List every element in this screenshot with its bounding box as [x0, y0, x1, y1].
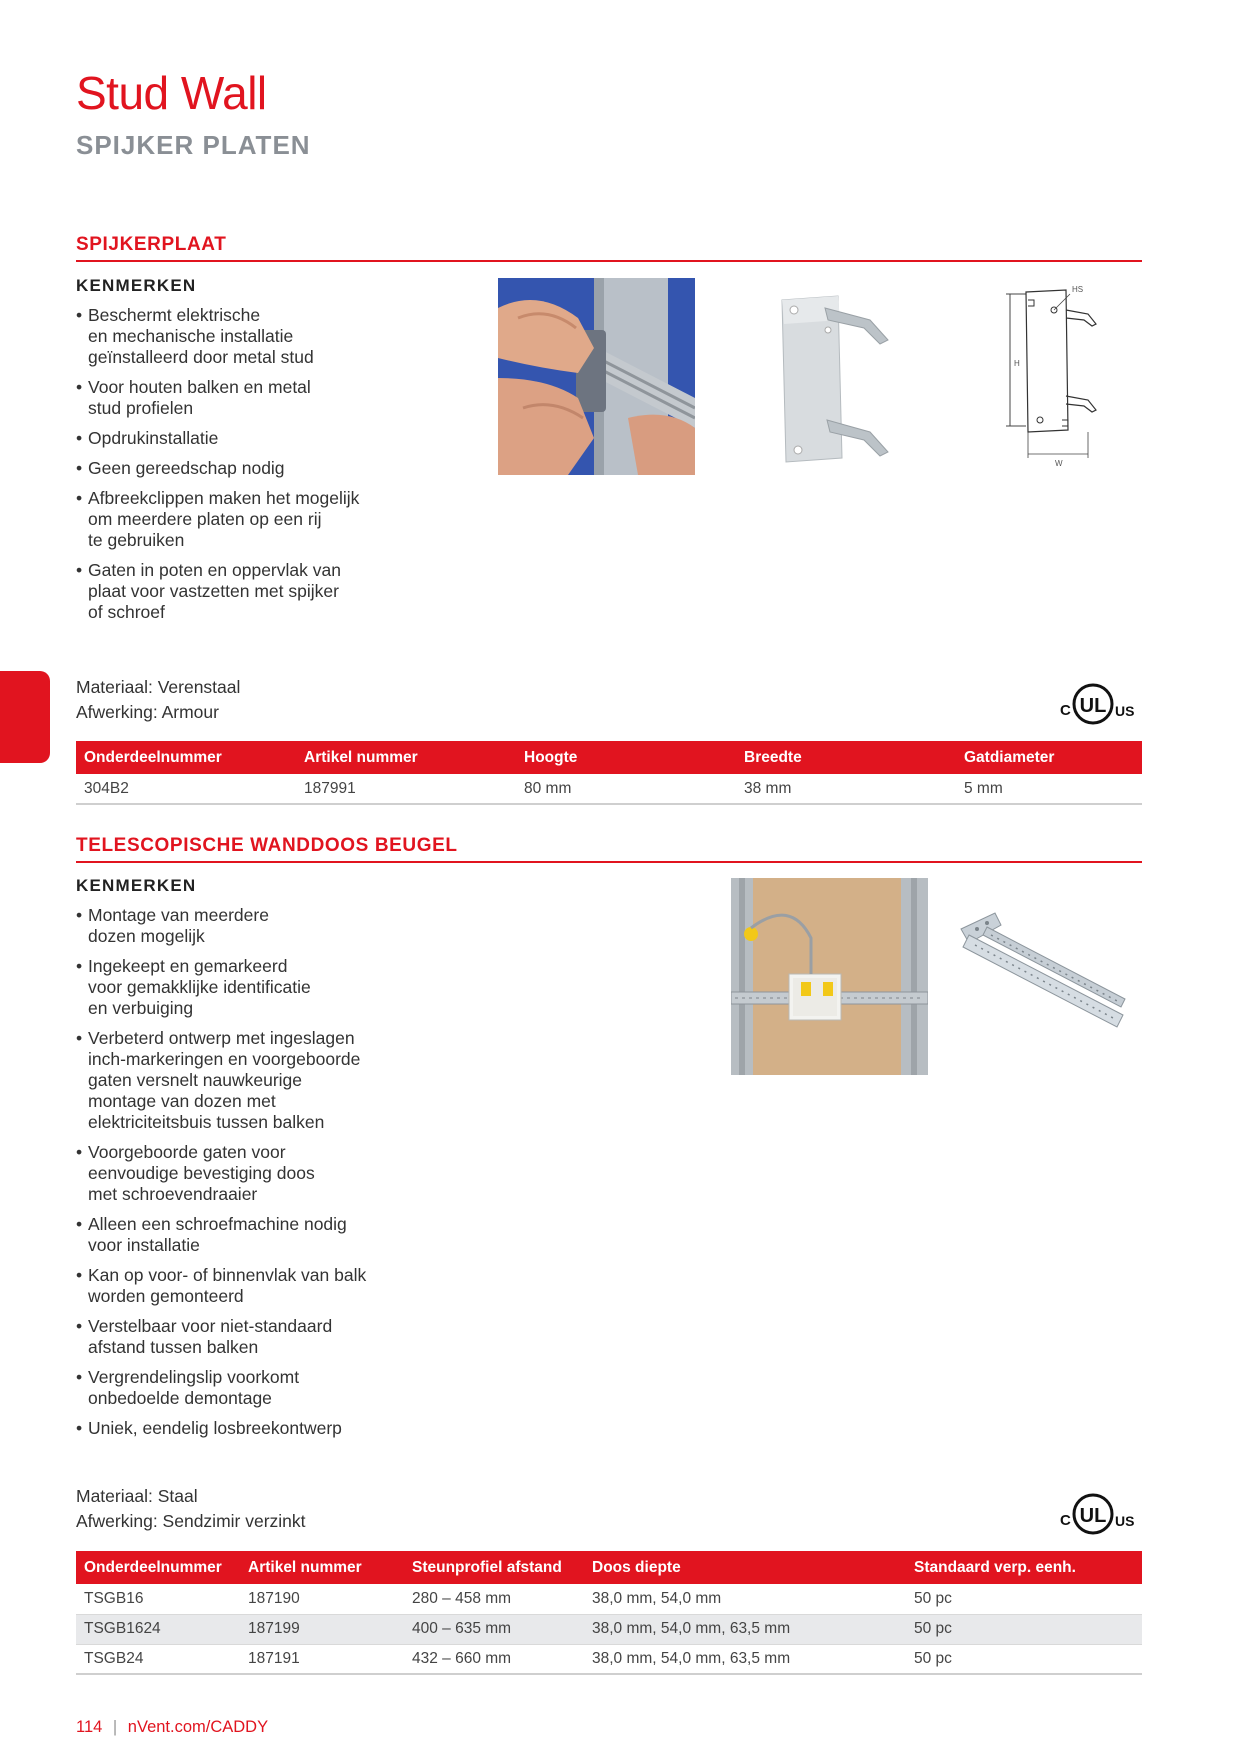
section-heading-telescopische: TELESCOPISCHE WANDDOOS BEUGEL [76, 835, 1142, 863]
column-header: Breedte [736, 741, 956, 774]
list-item: • Ingekeept en gemarkeerd voor gemakklijke identificatie en verbuiging [76, 956, 366, 1019]
table-header-row [76, 741, 1142, 774]
ul-mark-text: UL [1079, 695, 1107, 717]
column-header: Onderdeelnummer [76, 1551, 240, 1584]
table-cell: 38,0 mm, 54,0 mm [584, 1584, 906, 1614]
table-cell: 280 – 458 mm [404, 1584, 584, 1614]
list-item: • Montage van meerdere dozen mogelijk [76, 905, 366, 947]
finish-text: Afwerking: Armour [76, 702, 219, 722]
table-row [76, 774, 1142, 804]
list-item: • Kan op voor- of binnenvlak van balk worden gemonteerd [76, 1265, 366, 1307]
ul-mark-text: UL [1079, 1505, 1107, 1527]
table-cell: 50 pc [906, 1614, 1142, 1644]
ul-us-text: US [1115, 1513, 1135, 1529]
table-cell: 187191 [240, 1644, 404, 1674]
footer-site-link[interactable]: nVent.com/CADDY [127, 1718, 269, 1736]
table-cell: 50 pc [906, 1644, 1142, 1674]
table-cell: 187991 [296, 774, 516, 804]
page-subtitle: SPIJKER PLATEN [76, 130, 311, 160]
column-header: Onderdeelnummer [76, 741, 296, 774]
column-header: Steunprofiel afstand [404, 1551, 584, 1584]
table-cell: 38,0 mm, 54,0 mm, 63,5 mm [584, 1614, 906, 1644]
table-cell: 38 mm [736, 774, 956, 804]
table-cell: 432 – 660 mm [404, 1644, 584, 1674]
installation-photo [498, 278, 695, 475]
footer-separator: | [112, 1718, 118, 1736]
material-info [76, 675, 240, 725]
bracket-installation-photo [731, 878, 928, 1075]
finish-text: Afwerking: Sendzimir verzinkt [76, 1511, 306, 1531]
material-info [76, 1484, 306, 1534]
page-footer [76, 1718, 268, 1737]
table-cell: TSGB24 [76, 1644, 240, 1674]
list-item: • Alleen een schroefmachine nodig voor installatie [76, 1214, 366, 1256]
table-cell: 304B2 [76, 774, 296, 804]
column-header: Gatdiameter [956, 741, 1142, 774]
ul-certification-logo [1060, 682, 1140, 731]
page-number: 114 [76, 1718, 103, 1736]
features-label: KENMERKEN [76, 276, 197, 295]
product-photo-bracket [955, 905, 1130, 1035]
column-header: Standaard verp. eenh. [906, 1551, 1142, 1584]
list-item: • Opdrukinstallatie [76, 428, 359, 449]
column-header: Hoogte [516, 741, 736, 774]
ul-c-text: C [1060, 1512, 1071, 1529]
ul-certification-logo [1060, 1492, 1140, 1541]
ul-us-text: US [1115, 703, 1135, 719]
list-item: • Vergrendelingslip voorkomt onbedoelde demontage [76, 1367, 366, 1409]
section-heading-spijkerplaat: SPIJKERPLAAT [76, 234, 1142, 262]
list-item: • Voorgeboorde gaten voor eenvoudige bevestiging doos met schroevendraaier [76, 1142, 366, 1205]
list-item: • Voor houten balken en metal stud profielen [76, 377, 359, 419]
list-item: • Geen gereedschap nodig [76, 458, 359, 479]
feature-list [76, 905, 366, 1448]
list-item: • Uniek, eendelig losbreekontwerp [76, 1418, 366, 1439]
material-text: Materiaal: Staal [76, 1486, 198, 1506]
column-header: Artikel nummer [296, 741, 516, 774]
spec-table-spijkerplaat [76, 741, 1142, 805]
table-cell: 80 mm [516, 774, 736, 804]
list-item: • Afbreekclippen maken het mogelijk om meerdere platen op een rij te gebruiken [76, 488, 359, 551]
list-item: • Verbeterd ontwerp met ingeslagen inch-markeringen en voorgeboorde gaten versnelt nauwkeurige montage van dozen met elektriciteitsbuis tussen balken [76, 1028, 366, 1133]
list-item: • Verstelbaar voor niet-standaard afstand tussen balken [76, 1316, 366, 1358]
drawing-label-h: H [1014, 359, 1020, 368]
chapter-tab [0, 671, 50, 763]
table-cell: TSGB16 [76, 1584, 240, 1614]
table-cell: 5 mm [956, 774, 1142, 804]
table-cell: 400 – 635 mm [404, 1614, 584, 1644]
feature-list [76, 305, 359, 632]
list-item: • Gaten in poten en oppervlak van plaat voor vastzetten met spijker of schroef [76, 560, 359, 623]
product-photo-nail-plate [770, 290, 895, 465]
technical-drawing [1000, 280, 1110, 470]
list-item: • Beschermt elektrische en mechanische installatie geïnstalleerd door metal stud [76, 305, 359, 368]
column-header: Doos diepte [584, 1551, 906, 1584]
material-text: Materiaal: Verenstaal [76, 677, 241, 697]
column-header: Artikel nummer [240, 1551, 404, 1584]
table-header-row [76, 1551, 1142, 1584]
table-cell: 38,0 mm, 54,0 mm, 63,5 mm [584, 1644, 906, 1674]
table-cell: 50 pc [906, 1584, 1142, 1614]
page-title: Stud Wall [76, 67, 267, 119]
table-cell: 187199 [240, 1614, 404, 1644]
table-row [76, 1614, 1142, 1644]
drawing-label-hs: HS [1072, 285, 1084, 294]
table-cell: 187190 [240, 1584, 404, 1614]
drawing-label-w: W [1055, 459, 1063, 468]
spec-table-telescopische [76, 1551, 1142, 1675]
table-row [76, 1644, 1142, 1674]
features-label: KENMERKEN [76, 876, 197, 895]
table-cell: TSGB1624 [76, 1614, 240, 1644]
table-row [76, 1584, 1142, 1614]
ul-c-text: C [1060, 702, 1071, 719]
